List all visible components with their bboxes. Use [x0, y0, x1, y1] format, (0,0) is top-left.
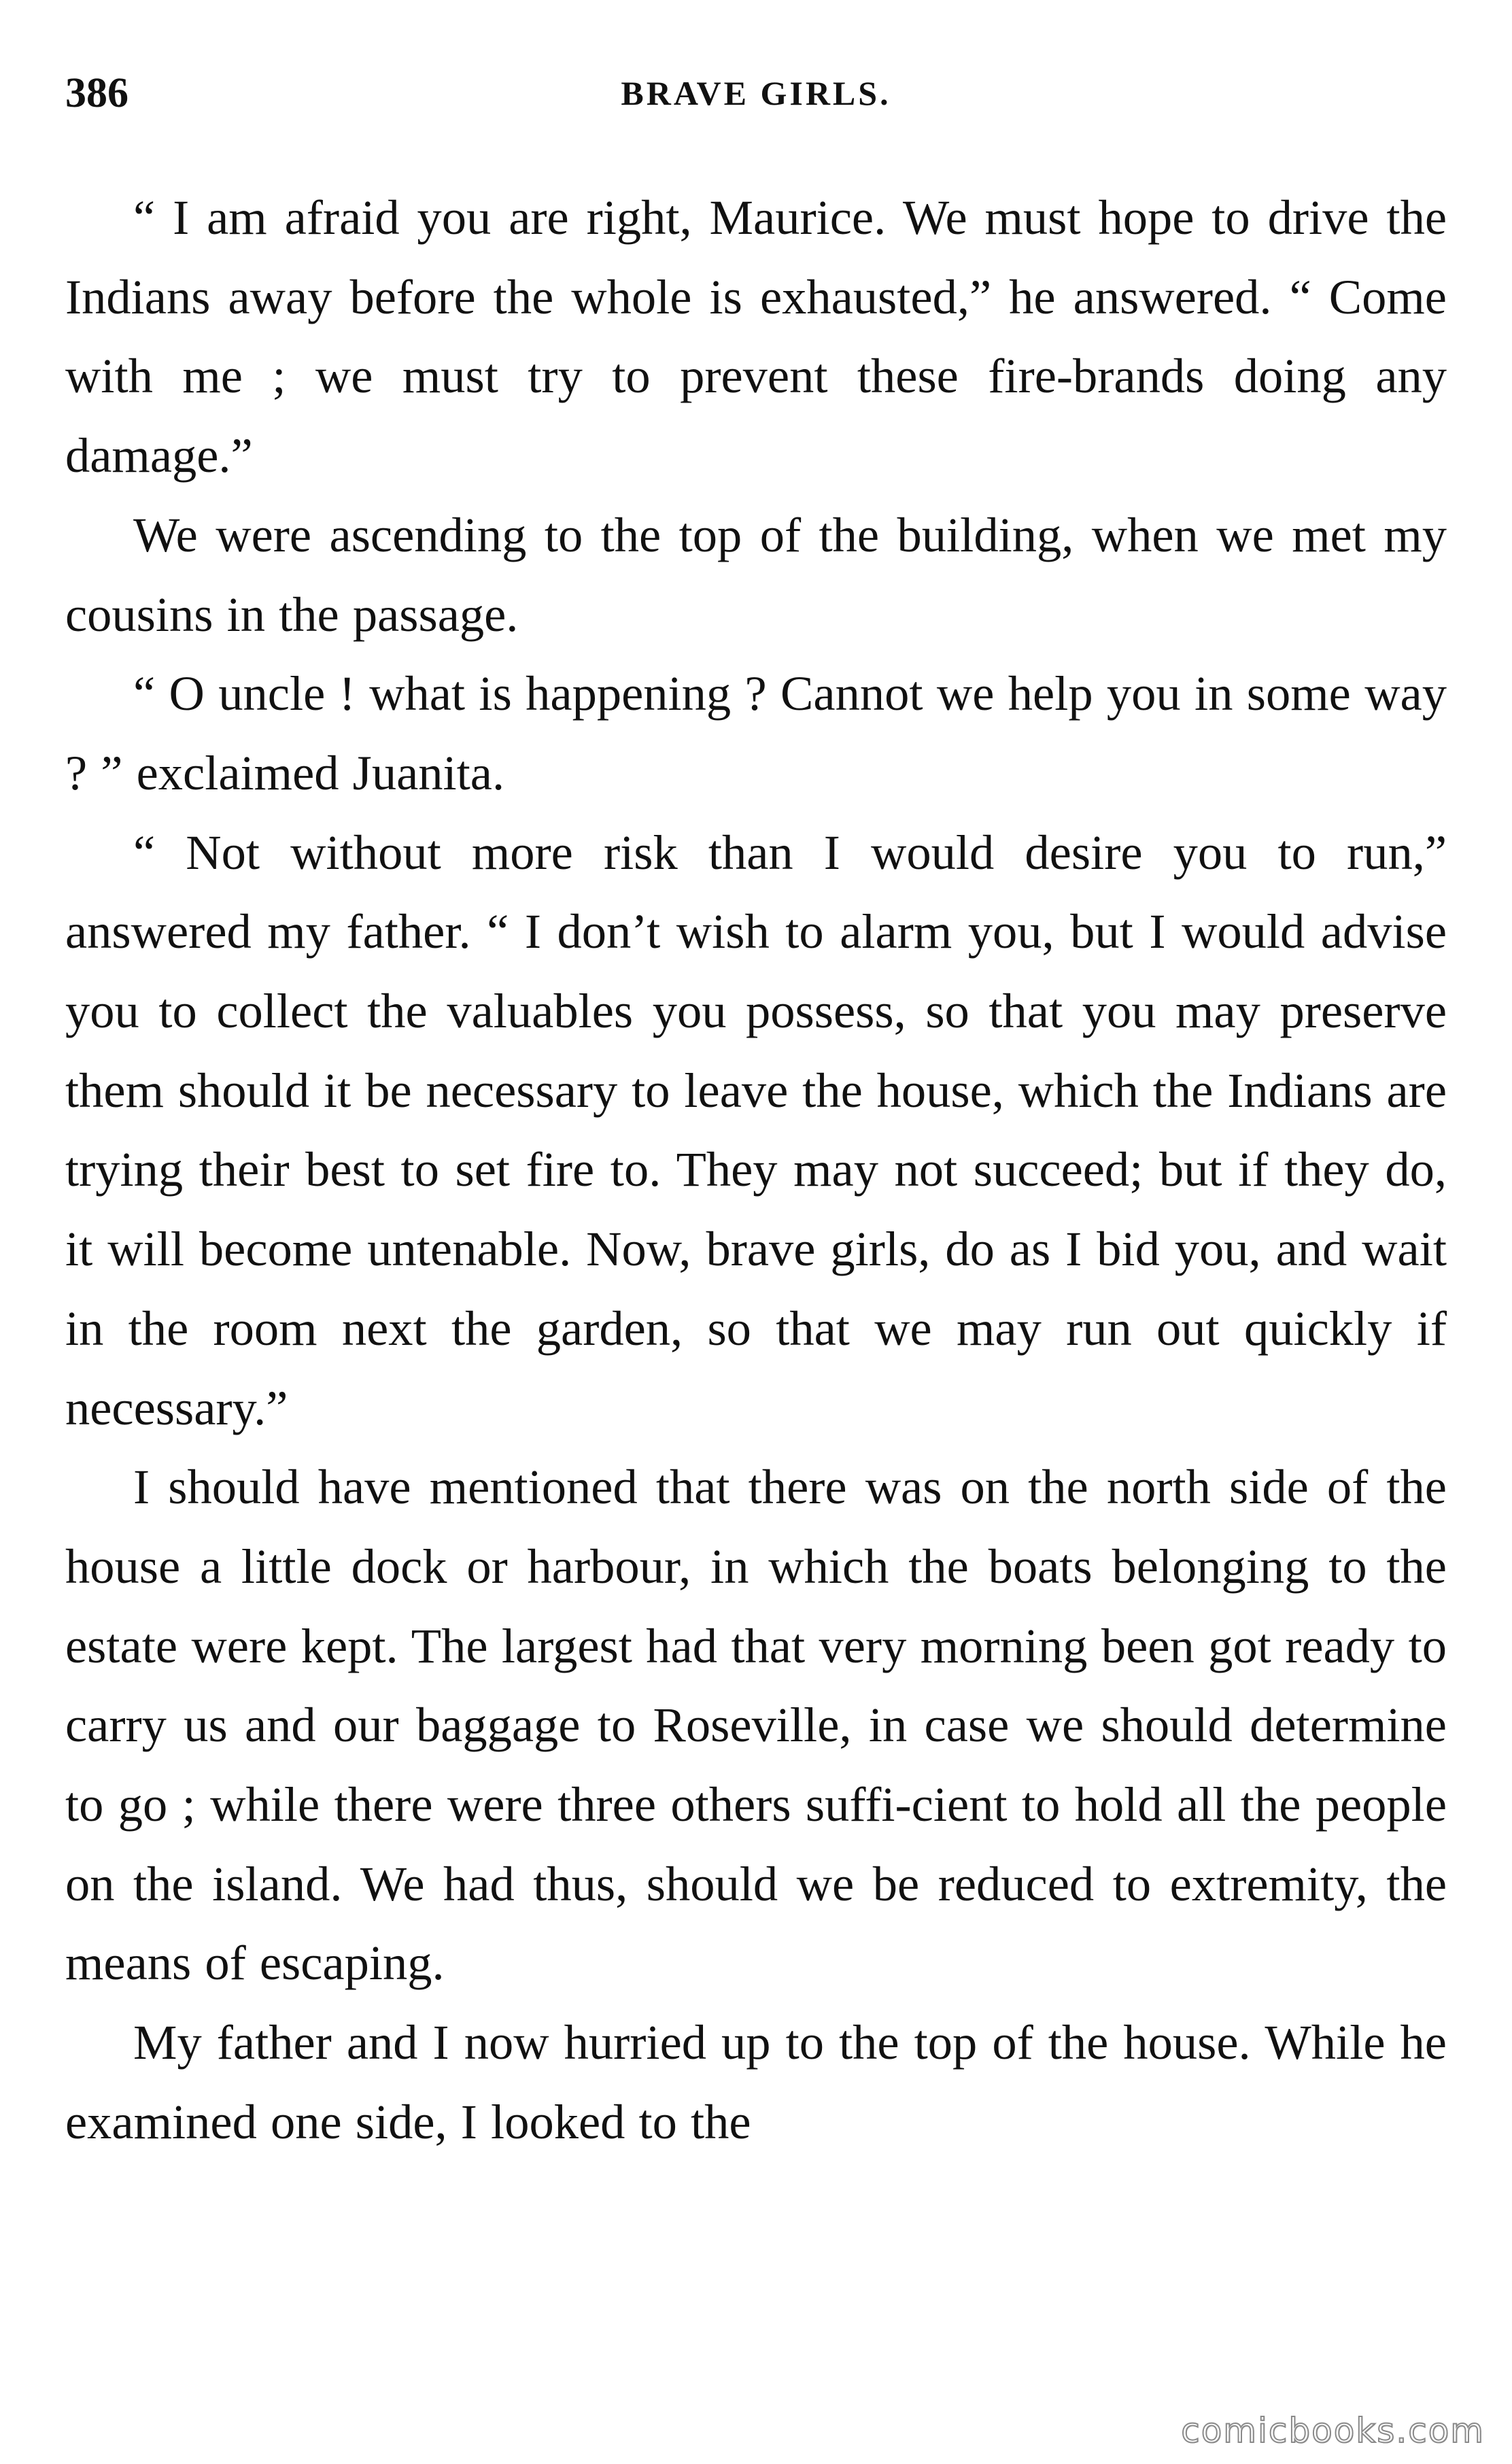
body-text [65, 178, 1447, 2162]
paragraph-1-line-1: “ I am afraid you are right, Maurice. We must [133, 190, 1081, 245]
page-header [65, 63, 1447, 124]
paragraph-1 [65, 178, 1447, 496]
paragraph-6: My father and I now hurried up to the top of the house. While he examined one side, I looked to the [65, 2015, 1447, 2149]
running-head: BRAVE GIRLS. [621, 74, 891, 112]
page-number: 386 [65, 70, 128, 116]
paragraph-4: “ Not without more risk than I would desire you to run,” answered my father. “ I don’t wish to alarm you, but I would advise you to collect the valuables you possess, so that you may preserve them should it be necessary to leave the house, which the Indians are trying their best to set fire to. They may not succeed; but if they do, it will become untenable. Now, brave girls, do as I bid you, and wait in the room next the garden, so that we may run out quickly if necessary.” [65, 824, 1447, 1435]
paragraph-1-line-2: hope to drive the Indians away before the whole is [65, 190, 1447, 324]
paragraph-5: I should have mentioned that there was on the north side of the house a little dock or harbour, in which the boats belonging to the estate were kept. The largest had that very morning been got ready to carry us and our baggage to Roseville, in case we should determine to go ; while there were three others suffi-cient to hold all the people on the island. We had thus, should we be reduced to extremity, the means of escaping. [65, 1459, 1447, 1991]
paragraph-3: “ O uncle ! what is happening ? Cannot we help you in some way ? ” exclaimed Juanita. [65, 666, 1447, 800]
paragraph-1-rest: exhausted,” he answered. “ Come with me ; we must try to prevent these fire-brands doing any damage.” [65, 269, 1447, 483]
paragraph-2: We were ascending to the top of the building, when we met my cousins in the passage. [65, 507, 1447, 642]
watermark: comicbooks.com [1181, 2411, 1485, 2450]
